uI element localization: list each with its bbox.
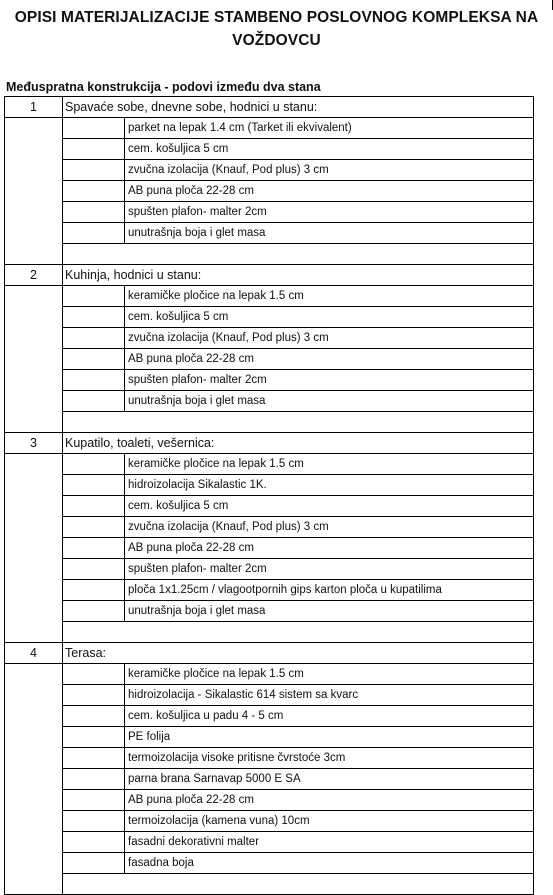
indent-cell bbox=[63, 727, 125, 748]
page-title-line-1: OPISI MATERIJALIZACIJE STAMBENO POSLOVNOG KOMPLEKSA NA bbox=[14, 9, 539, 26]
indent-cell bbox=[63, 601, 125, 622]
layer-row bbox=[5, 454, 534, 475]
section-number: 4 bbox=[5, 643, 63, 664]
indent-cell bbox=[63, 790, 125, 811]
number-column-blank bbox=[5, 286, 63, 433]
layer-cell: termoizolacija visoke pritisne čvrstoće 3cm bbox=[125, 748, 534, 769]
layer-row bbox=[5, 769, 534, 790]
layer-row bbox=[5, 391, 534, 412]
section-title: Međuspratna konstrukcija - podovi između dva stana bbox=[6, 80, 321, 94]
layer-cell: cem. košuljica u padu 4 - 5 cm bbox=[125, 706, 534, 727]
section-header-row bbox=[5, 97, 534, 118]
indent-cell bbox=[63, 286, 125, 307]
layer-row bbox=[5, 601, 534, 622]
layer-row bbox=[5, 160, 534, 181]
section-header-row bbox=[5, 643, 534, 664]
indent-cell bbox=[63, 769, 125, 790]
layer-cell: zvučna izolacija (Knauf, Pod plus) 3 cm bbox=[125, 328, 534, 349]
materials-table bbox=[4, 96, 534, 895]
layer-row bbox=[5, 139, 534, 160]
section-title-cell: Spavaće sobe, dnevne sobe, hodnici u stanu: bbox=[63, 97, 534, 118]
layer-cell: fasadni dekorativni malter bbox=[125, 832, 534, 853]
layer-cell: spušten plafon- malter 2cm bbox=[125, 202, 534, 223]
indent-cell bbox=[63, 454, 125, 475]
layer-row bbox=[5, 349, 534, 370]
layer-row bbox=[5, 496, 534, 517]
section-header-row bbox=[5, 433, 534, 454]
layer-cell: ploča 1x1.25cm / vlagootpornih gips karton ploča u kupatilima bbox=[125, 580, 534, 601]
layer-row bbox=[5, 811, 534, 832]
layer-row bbox=[5, 748, 534, 769]
layer-cell: PE folija bbox=[125, 727, 534, 748]
indent-cell bbox=[63, 664, 125, 685]
number-column-blank bbox=[5, 454, 63, 643]
layer-row bbox=[5, 664, 534, 685]
layer-cell: spušten plafon- malter 2cm bbox=[125, 559, 534, 580]
indent-cell bbox=[63, 811, 125, 832]
number-column-blank bbox=[5, 118, 63, 265]
section-title-cell: Terasa: bbox=[63, 643, 534, 664]
layer-row bbox=[5, 853, 534, 874]
section-number: 1 bbox=[5, 97, 63, 118]
layer-row bbox=[5, 790, 534, 811]
layer-row bbox=[5, 727, 534, 748]
layer-cell: unutrašnja boja i glet masa bbox=[125, 391, 534, 412]
blank-row bbox=[5, 412, 534, 433]
layer-cell: parket na lepak 1.4 cm (Tarket ili ekvivalent) bbox=[125, 118, 534, 139]
layer-row bbox=[5, 685, 534, 706]
layer-cell: AB puna ploča 22-28 cm bbox=[125, 790, 534, 811]
spacer-cell bbox=[63, 874, 534, 895]
layer-row bbox=[5, 181, 534, 202]
indent-cell bbox=[63, 559, 125, 580]
blank-row bbox=[5, 874, 534, 895]
layer-cell: keramičke pločice na lepak 1.5 cm bbox=[125, 454, 534, 475]
section-number: 3 bbox=[5, 433, 63, 454]
layer-row bbox=[5, 307, 534, 328]
spacer-cell bbox=[63, 412, 534, 433]
layer-row bbox=[5, 517, 534, 538]
layer-row bbox=[5, 370, 534, 391]
layer-row bbox=[5, 580, 534, 601]
blank-row bbox=[5, 622, 534, 643]
layer-row bbox=[5, 538, 534, 559]
layer-cell: AB puna ploča 22-28 cm bbox=[125, 349, 534, 370]
layer-cell: keramičke pločice na lepak 1.5 cm bbox=[125, 286, 534, 307]
indent-cell bbox=[63, 370, 125, 391]
indent-cell bbox=[63, 853, 125, 874]
layer-row bbox=[5, 328, 534, 349]
indent-cell bbox=[63, 160, 125, 181]
section-header-row bbox=[5, 265, 534, 286]
indent-cell bbox=[63, 307, 125, 328]
layer-cell: termoizolacija (kamena vuna) 10cm bbox=[125, 811, 534, 832]
layer-cell: unutrašnja boja i glet masa bbox=[125, 223, 534, 244]
layer-cell: keramičke pločice na lepak 1.5 cm bbox=[125, 664, 534, 685]
layer-cell: AB puna ploča 22-28 cm bbox=[125, 181, 534, 202]
layer-cell: AB puna ploča 22-28 cm bbox=[125, 538, 534, 559]
layer-cell: parna brana Sarnavap 5000 E SA bbox=[125, 769, 534, 790]
layer-row bbox=[5, 706, 534, 727]
layer-row bbox=[5, 475, 534, 496]
indent-cell bbox=[63, 496, 125, 517]
indent-cell bbox=[63, 118, 125, 139]
spacer-cell bbox=[63, 622, 534, 643]
layer-row bbox=[5, 223, 534, 244]
indent-cell bbox=[63, 685, 125, 706]
indent-cell bbox=[63, 349, 125, 370]
layer-cell: cem. košuljica 5 cm bbox=[125, 496, 534, 517]
section-number: 2 bbox=[5, 265, 63, 286]
spacer-cell bbox=[63, 244, 534, 265]
layer-row bbox=[5, 559, 534, 580]
indent-cell bbox=[63, 202, 125, 223]
indent-cell bbox=[63, 391, 125, 412]
layer-cell: hidroizolacija Sikalastic 1K. bbox=[125, 475, 534, 496]
blank-row bbox=[5, 244, 534, 265]
layer-cell: zvučna izolacija (Knauf, Pod plus) 3 cm bbox=[125, 517, 534, 538]
indent-cell bbox=[63, 706, 125, 727]
indent-cell bbox=[63, 580, 125, 601]
layer-row bbox=[5, 832, 534, 853]
indent-cell bbox=[63, 223, 125, 244]
page-title-line-2: VOŽDOVCU bbox=[232, 32, 321, 49]
layer-cell: unutrašnja boja i glet masa bbox=[125, 601, 534, 622]
number-column-blank bbox=[5, 664, 63, 895]
section-title-cell: Kupatilo, toaleti, vešernica: bbox=[63, 433, 534, 454]
layer-cell: hidroizolacija - Sikalastic 614 sistem sa kvarc bbox=[125, 685, 534, 706]
section-title-cell: Kuhinja, hodnici u stanu: bbox=[63, 265, 534, 286]
indent-cell bbox=[63, 517, 125, 538]
layer-cell: fasadna boja bbox=[125, 853, 534, 874]
layer-row bbox=[5, 118, 534, 139]
indent-cell bbox=[63, 328, 125, 349]
layer-cell: cem. košuljica 5 cm bbox=[125, 307, 534, 328]
layer-cell: cem. košuljica 5 cm bbox=[125, 139, 534, 160]
indent-cell bbox=[63, 832, 125, 853]
indent-cell bbox=[63, 475, 125, 496]
page-title bbox=[0, 6, 553, 52]
layer-row bbox=[5, 286, 534, 307]
layer-row bbox=[5, 202, 534, 223]
indent-cell bbox=[63, 748, 125, 769]
indent-cell bbox=[63, 181, 125, 202]
indent-cell bbox=[63, 139, 125, 160]
layer-cell: spušten plafon- malter 2cm bbox=[125, 370, 534, 391]
layer-cell: zvučna izolacija (Knauf, Pod plus) 3 cm bbox=[125, 160, 534, 181]
indent-cell bbox=[63, 538, 125, 559]
